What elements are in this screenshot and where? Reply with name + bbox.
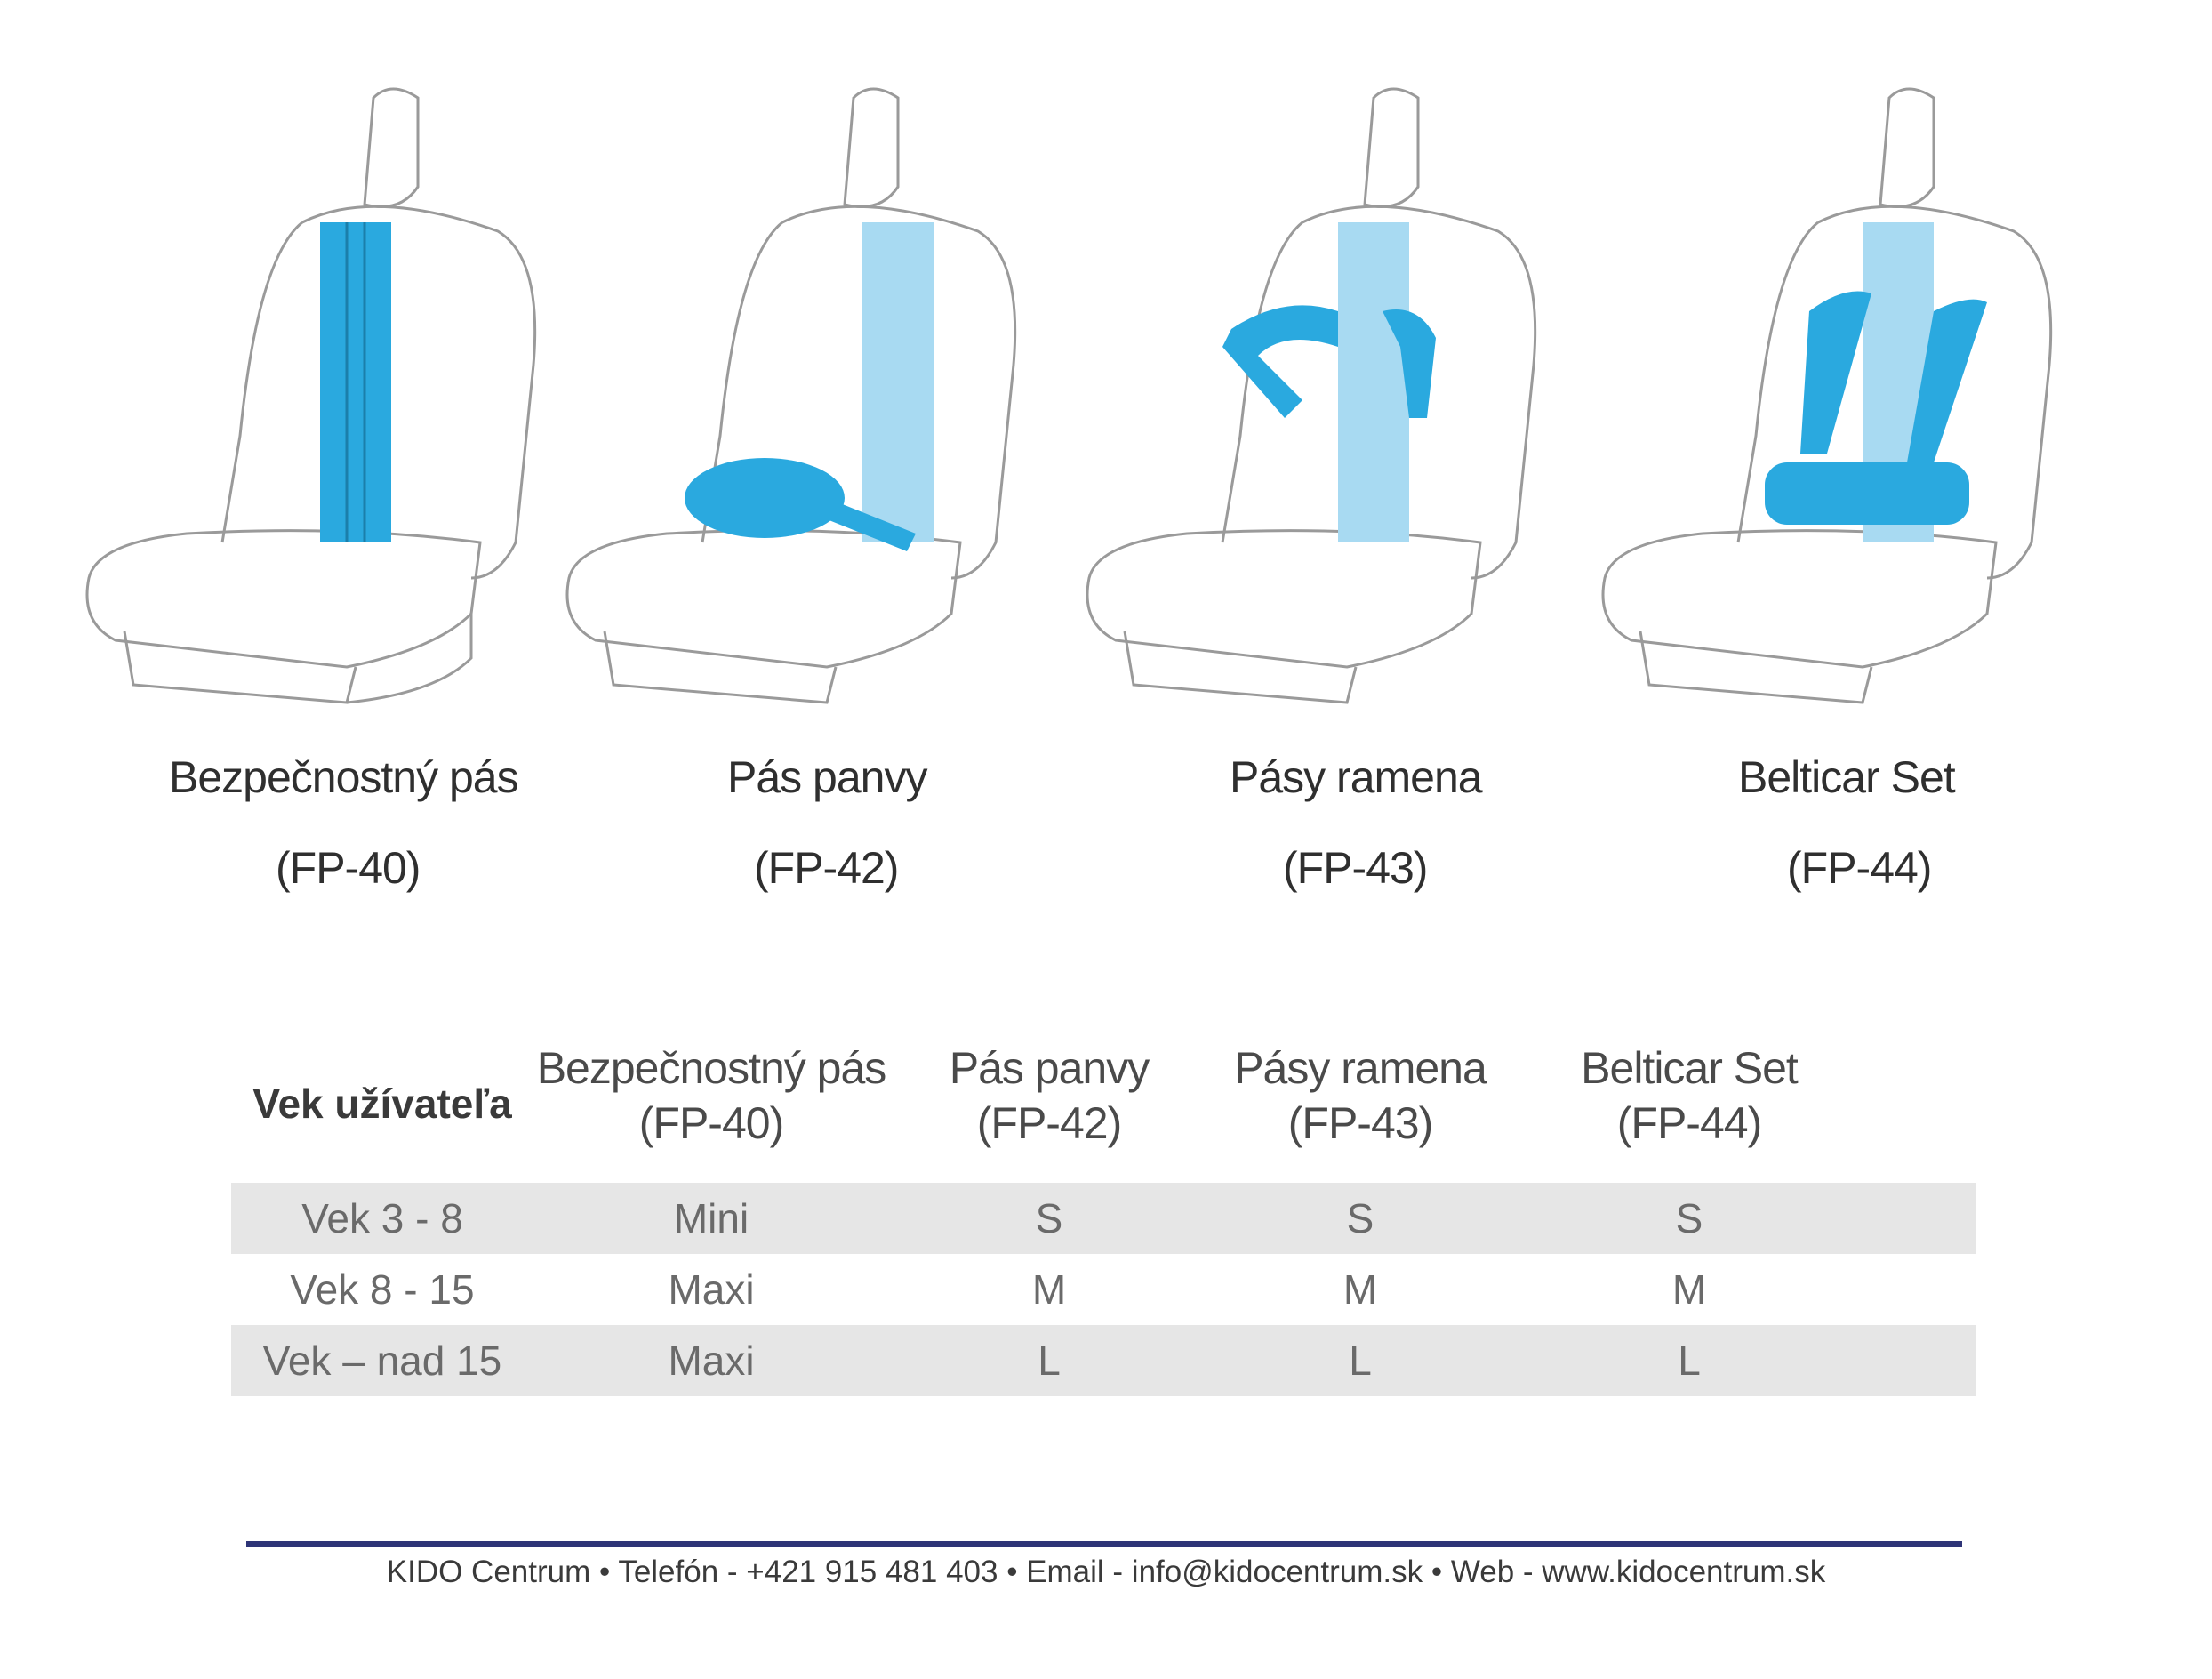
cell-fp43: L (1349, 1338, 1372, 1384)
table-row (231, 1183, 1976, 1254)
seat-illustration-fp43 (1080, 80, 1578, 720)
footer-rule (246, 1541, 1962, 1547)
header-fp43-name: Pásy ramena (1234, 1043, 1487, 1093)
header-fp40-code: (FP-40) (638, 1098, 784, 1148)
header-fp44-code: (FP-44) (1616, 1098, 1762, 1148)
seat-fp44-drawing (1596, 80, 2094, 720)
header-fp44-name: Belticar Set (1581, 1043, 1798, 1093)
header-fp43 (1209, 1040, 1511, 1151)
header-fp40-name: Bezpečnostný pás (536, 1043, 886, 1093)
header-fp42 (889, 1040, 1209, 1151)
size-table-header (231, 1040, 1976, 1183)
cell-fp40: Mini (673, 1195, 749, 1241)
cell-fp42: M (1031, 1266, 1067, 1313)
product-name-fp44: Belticar Set (1738, 752, 1955, 802)
cell-fp44: S (1675, 1195, 1703, 1241)
seat-illustration-fp44 (1596, 80, 2094, 720)
seat-illustration-fp40 (80, 80, 578, 720)
footer-contact: KIDO Centrum • Telefón - +421 915 481 403 • Email - info@kidocentrum.sk • Web - www.kidocentrum.sk (386, 1554, 1826, 1589)
product-code-fp40: (FP-40) (276, 843, 421, 893)
seat-fp42-drawing (560, 80, 1058, 720)
cell-fp43: M (1342, 1266, 1378, 1313)
cell-age: Vek 8 - 15 (290, 1266, 475, 1313)
cell-fp44: L (1678, 1338, 1701, 1384)
seat-illustration-fp42 (560, 80, 1058, 720)
product-name-fp42: Pás panvy (727, 752, 927, 802)
header-age (231, 1076, 533, 1131)
product-code-fp43: (FP-43) (1283, 843, 1428, 893)
cell-fp40: Maxi (668, 1338, 755, 1384)
cell-fp44: M (1671, 1266, 1707, 1313)
header-fp43-code: (FP-43) (1287, 1098, 1433, 1148)
cell-fp42: S (1035, 1195, 1063, 1241)
cell-age: Vek 3 - 8 (301, 1195, 463, 1241)
header-fp42-code: (FP-42) (976, 1098, 1122, 1148)
header-fp44 (1511, 1040, 1867, 1151)
cell-fp43: S (1346, 1195, 1374, 1241)
size-table (231, 1040, 1976, 1396)
header-fp42-name: Pás panvy (949, 1043, 1150, 1093)
product-code-fp42: (FP-42) (754, 843, 899, 893)
product-name-fp43: Pásy ramena (1230, 752, 1482, 802)
seat-fp43-drawing (1080, 80, 1578, 720)
cell-age: Vek – nad 15 (262, 1338, 502, 1384)
table-row (231, 1254, 1976, 1325)
cell-fp42: L (1038, 1338, 1061, 1384)
table-row (231, 1325, 1976, 1396)
cell-fp40: Maxi (668, 1266, 755, 1313)
product-name-fp40: Bezpečnostný pás (169, 752, 518, 802)
header-age-label: Vek užívateľa (252, 1081, 512, 1127)
header-fp40 (533, 1040, 889, 1151)
seat-fp40-drawing (80, 80, 578, 720)
product-code-fp44: (FP-44) (1787, 843, 1932, 893)
